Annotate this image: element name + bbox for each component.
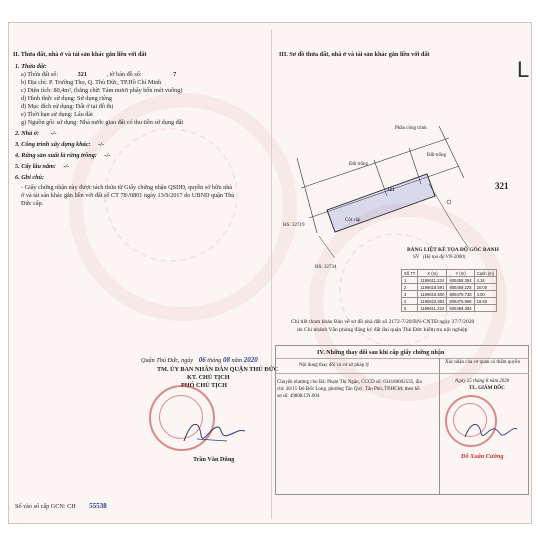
house-heading: 2. Nhà ở: -/- (15, 130, 57, 137)
table-cell: 4.34 (474, 277, 496, 284)
change-text-line-3: sơ số: 49808.CN.004 (277, 394, 320, 399)
parcel-number-label: a) Thửa đất số: (21, 71, 59, 78)
table-cell: 1196618.591 (418, 284, 447, 291)
table-cell: 605458.384 (447, 305, 474, 312)
change-date: Ngày 25 tháng 8 năm 2020 (455, 379, 510, 384)
coordinate-table-header (402, 270, 497, 277)
reference-line-1: Chỉ tiết tham khảo Bản vẽ sơ đồ nhà đất số 2172-7/20/BN-CNTĐ ngày 27/7/2020 (291, 319, 475, 325)
usage-purpose-line: đ) Mục đích sử dụng: Đất ở tại đô thị (21, 103, 114, 110)
change-authority: TL. GIÁM ĐỐC (469, 386, 505, 391)
reference-line-2: do Chi nhánh Văn phòng đăng ký đất đai quận Thủ Đức kiểm tra nội nghiệp (297, 327, 468, 333)
col-header: Cạnh (m) (474, 270, 496, 277)
parcel-heading: 1. Thửa đất: (15, 63, 47, 70)
registry-entry: Số vào sổ cấp GCN: CH 55538 (15, 502, 107, 510)
table-cell: 1196611.224 (418, 277, 447, 284)
authority-title: PHÓ CHỦ TỊCH (181, 382, 227, 389)
table-cell: 2 (402, 284, 418, 291)
table-cell: 4.00 (474, 291, 496, 298)
map-label-cap: Cột cấp (345, 218, 361, 223)
usage-origin-line: g) Nguồn gốc sử dụng: Nhà nước giao đất có thu tiền sử dụng đất (21, 119, 184, 126)
map-label-parcel-number: 321 (387, 188, 395, 193)
table-row (402, 284, 497, 291)
perennial-heading: 5. Cây lâu năm: -/- (15, 163, 70, 170)
usage-form-line: d) Hình thức sử dụng: Sử dụng riêng (21, 95, 113, 102)
issuing-authority: TM. ỦY BAN NHÂN DÂN QUẬN THỦ ĐỨC (157, 366, 279, 373)
changes-header-rule (275, 373, 529, 374)
left-section-title: II. Thửa đất, nhà ở và tài sản khác gắn liền với đất (13, 51, 147, 58)
table-row (402, 305, 497, 312)
coordinate-table (401, 269, 497, 312)
forest-heading: 4. Rừng sản xuất là rừng trồng: -/- (15, 152, 111, 159)
parcel-sketch-map (279, 118, 479, 258)
construction-heading: 3. Công trình xây dựng khác: -/- (15, 141, 104, 148)
table-cell: 605475.986 (447, 298, 474, 305)
coordinate-table-subtitle: (Hệ tọa độ VN-2000) (423, 255, 466, 260)
changes-rule (275, 358, 529, 359)
map-label-neighbor2: Đất trống (427, 153, 447, 158)
changes-title: IV. Những thay đổi sau khi cấp giấy chứng nhận (317, 349, 445, 356)
changes-col1-header: Nội dung thay đổi và cơ sở pháp lý (299, 363, 370, 368)
map-sheet-number: 7 (173, 71, 177, 78)
subject-parcel (327, 174, 435, 232)
table-cell: 20.00 (474, 284, 496, 291)
col-header: X (m) (418, 270, 447, 277)
map-label-road: Đất trống (349, 162, 369, 167)
map-label-neighbor1: Phần công trình (395, 126, 427, 131)
certificate-sheet (8, 22, 532, 524)
table-row (402, 291, 497, 298)
note-line-1: - Giấy chứng nhận này được tách thửa từ Giấy chứng nhận QSDĐ, quyền sở hữu nhà (21, 184, 233, 191)
signature-left (179, 411, 249, 451)
changes-column-divider (439, 358, 440, 495)
change-text-line-2: chỉ: 30/15 Đô Đốc Long, phường Tân Quý, Tân Phú, TP.HCM; theo hồ (277, 387, 420, 392)
coordinate-table-title: BẢNG LIỆT KÊ TỌA ĐỘ GÓC RANH (407, 247, 499, 253)
address-line: b) Địa chỉ: P. Trường Thọ, Q. Thủ Đức, TP.Hồ Chí Minh (21, 79, 162, 86)
authority-role: KT. CHỦ TỊCH (187, 374, 230, 381)
parcel-number-right: 321 (495, 181, 509, 191)
table-cell: 605458.225 (447, 284, 474, 291)
side-mark: L (517, 57, 530, 82)
page-divider (271, 29, 272, 519)
parcel-number-row (21, 71, 176, 78)
table-cell: 1 (402, 277, 418, 284)
table-cell: 605458.384 (447, 277, 474, 284)
table-row (402, 298, 497, 305)
table-cell: 18.50 (474, 298, 496, 305)
table-cell: 605478.736 (447, 291, 474, 298)
changes-col2-header: Xác nhận của cơ quan có thẩm quyền (445, 360, 520, 365)
col-header: Số TT (402, 270, 418, 277)
table-cell: 1196618.500 (418, 291, 447, 298)
signer-name: Trần Văn Dũng (193, 456, 235, 463)
note-line-2: ở và tài sản khác gắn liền với đất số CT 78\/0801 ngày 13/9/2017 do UBND quận Thủ (21, 192, 235, 199)
right-section-title: III. Sơ đồ thửa đất, nhà ở và tài sản khác gắn liền với đất (279, 51, 430, 58)
table-cell (474, 305, 496, 312)
area-line: c) Diện tích: 80,4m², (bằng chữ: Tám mươi phẩy bốn mét vuông) (21, 87, 183, 94)
col-header: Y (m) (447, 270, 474, 277)
change-signer: Đỗ Xuân Cường (461, 453, 504, 460)
signature-right (461, 415, 519, 445)
note-line-3: Đức cấp. (21, 200, 44, 207)
table-cell: 5 (402, 305, 418, 312)
map-label-hso2: HS: 32734 (315, 265, 337, 270)
map-sheet-label: , tờ bản đồ số: (106, 71, 142, 78)
table-cell: 1196622.684 (418, 298, 447, 305)
map-label-hso1: HS: 32719 (283, 223, 305, 228)
issue-date: Quận Thủ Đức, ngày 06 tháng 08 năm 2020 (141, 356, 258, 364)
change-text-line-1: Chuyển nhượng cho Bà: Phạm Thị Ngân, CCCD số: 034180002535, địa (277, 380, 422, 385)
table-cell: 1196611.224 (418, 305, 447, 312)
table-cell: 4 (402, 298, 418, 305)
note-heading: 6. Ghi chú: (15, 174, 45, 181)
table-cell: 3 (402, 291, 418, 298)
parcel-number: 321 (77, 71, 87, 78)
table-row (402, 277, 497, 284)
usage-term-line: e) Thời hạn sử dụng: Lâu dài (21, 111, 93, 118)
map-label-sv: SV (413, 255, 420, 260)
